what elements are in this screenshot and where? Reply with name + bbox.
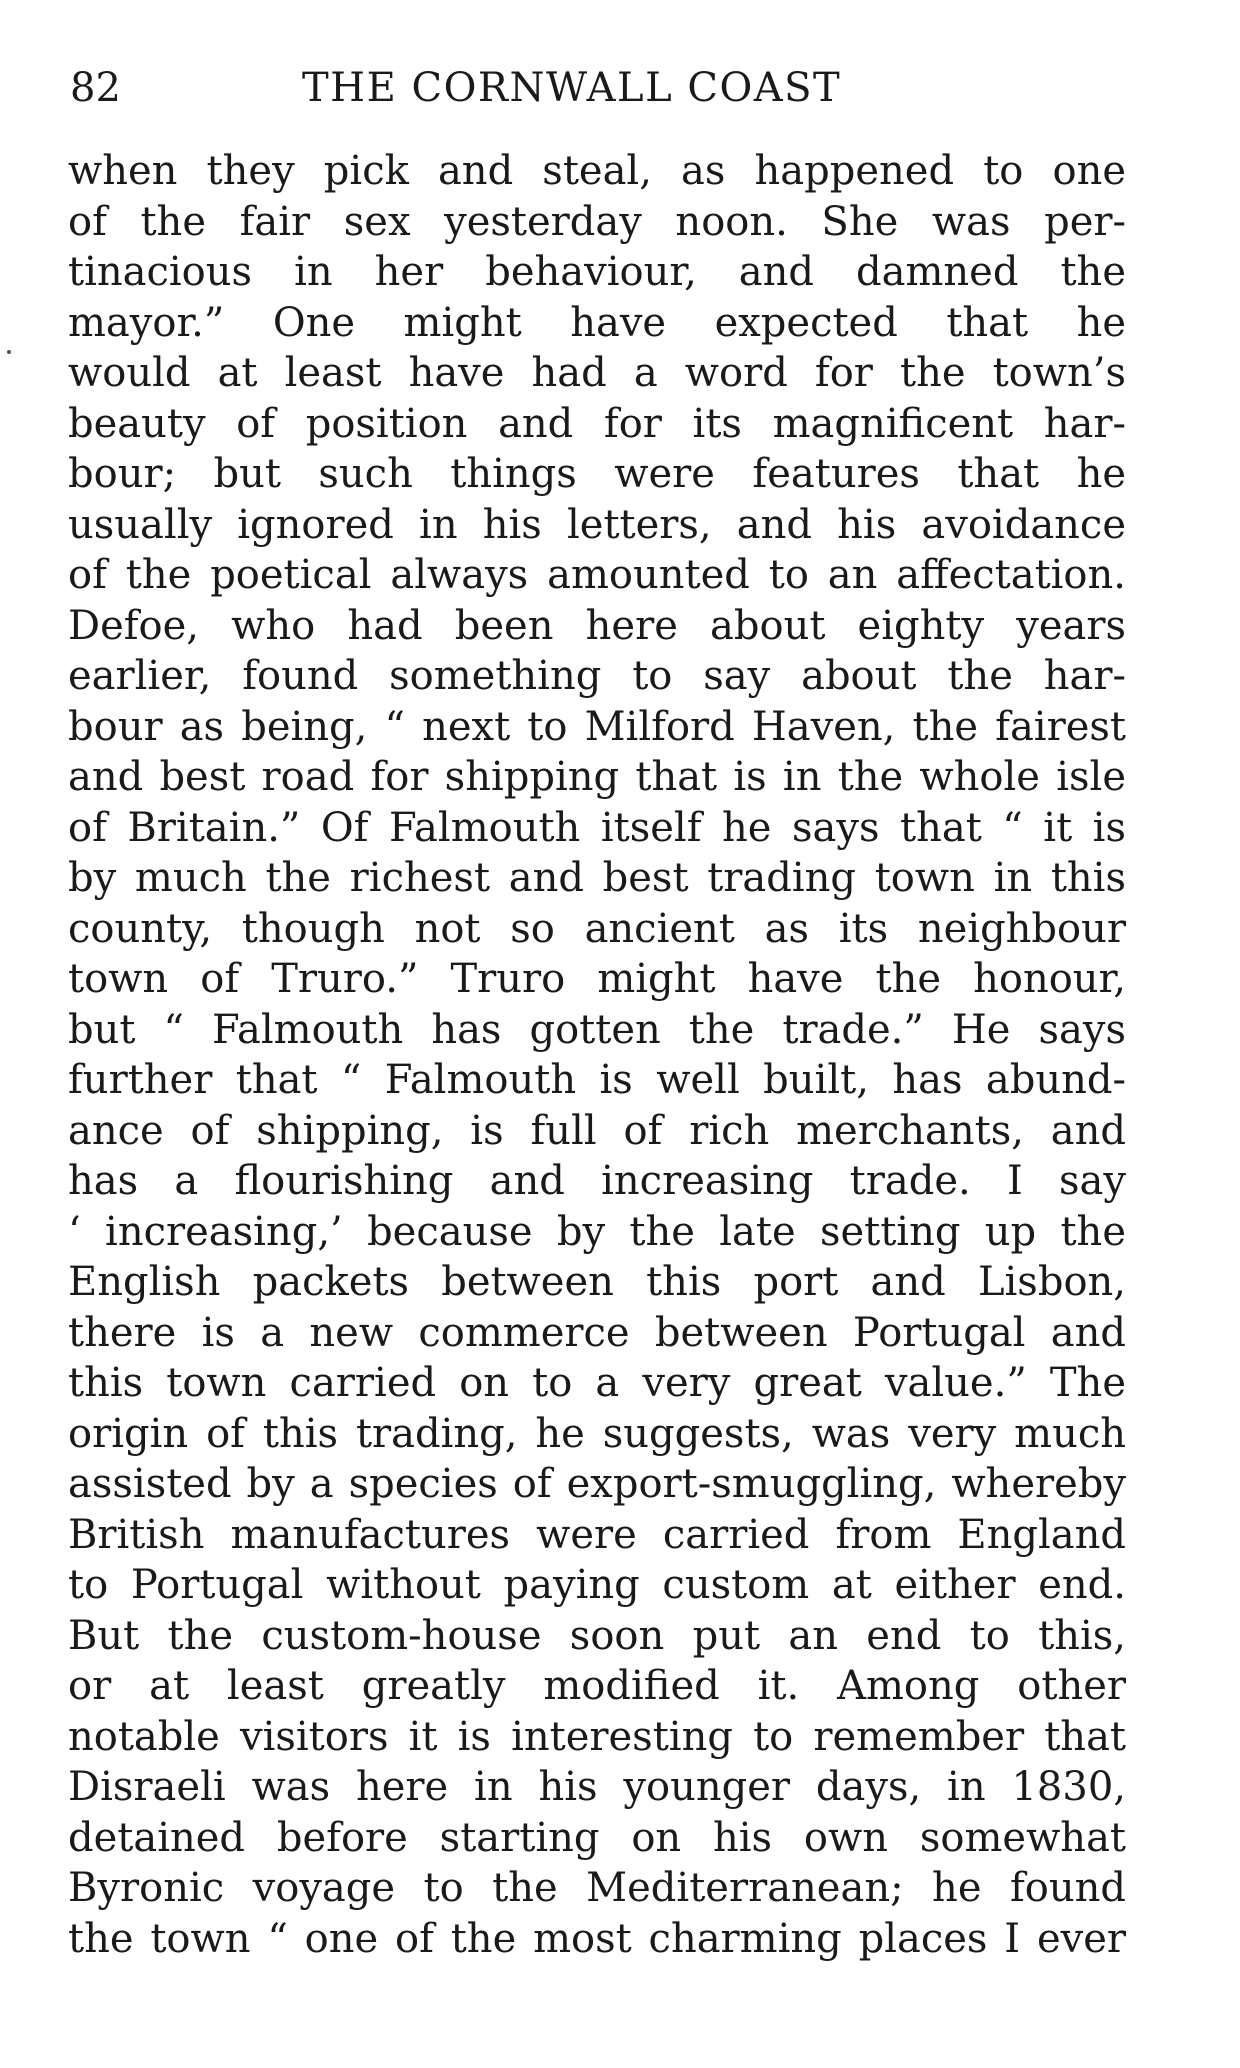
text-line: bour; but such things were features that he xyxy=(68,451,1126,497)
text-line: by much the richest and best trading town in this xyxy=(68,855,1126,901)
text-line: the town “ one of the most charming places I ever xyxy=(68,1915,1126,1962)
body-text xyxy=(68,146,1126,1964)
text-line: or at least greatly modified it. Among other xyxy=(68,1663,1126,1709)
text-line: Byronic voyage to the Mediterranean; he found xyxy=(68,1865,1126,1911)
text-line: origin of this trading, he suggests, was very much xyxy=(68,1410,1126,1457)
text-line: bour as being, “ next to Milford Haven, the fairest xyxy=(68,703,1126,750)
text-line: Defoe, who had been here about eighty years xyxy=(68,602,1126,649)
text-line: mayor.” One might have expected that he xyxy=(68,299,1126,346)
text-line: of Britain.” Of Falmouth itself he says that “ it is xyxy=(68,804,1126,851)
text-line: of the fair sex yesterday noon. She was per- xyxy=(68,198,1126,245)
text-line: further that “ Falmouth is well built, has abund- xyxy=(68,1057,1126,1103)
text-line: detained before starting on his own somewhat xyxy=(68,1814,1126,1861)
text-line: ‘ increasing,’ because by the late setting up the xyxy=(68,1208,1126,1255)
page-number: 82 xyxy=(70,65,121,111)
text-line: when they pick and steal, as happened to one xyxy=(68,148,1126,194)
text-line: usually ignored in his letters, and his avoidance xyxy=(68,501,1126,548)
text-line: this town carried on to a very great value.” The xyxy=(68,1360,1126,1406)
text-line: and best road for shipping that is in the whole isle xyxy=(68,754,1126,800)
text-line: of the poetical always amounted to an affectation. xyxy=(68,552,1126,598)
text-line: Disraeli was here in his younger days, in 1830, xyxy=(68,1764,1126,1810)
text-line: town of Truro.” Truro might have the honour, xyxy=(68,956,1126,1002)
text-line: ance of shipping, is full of rich merchants, and xyxy=(68,1107,1126,1154)
text-line: tinacious in her behaviour, and damned the xyxy=(68,249,1126,295)
text-line: there is a new commerce between Portugal and xyxy=(68,1309,1126,1356)
text-line: But the custom-house soon put an end to this, xyxy=(68,1612,1126,1659)
text-line: county, though not so ancient as its neighbour xyxy=(68,905,1126,952)
text-line: assisted by a species of export-smuggling, whereby xyxy=(68,1461,1126,1507)
text-line: English packets between this port and Lisbon, xyxy=(68,1259,1126,1305)
text-line: earlier, found something to say about the har- xyxy=(68,653,1126,699)
running-title: THE CORNWALL COAST xyxy=(302,65,842,111)
text-line: notable visitors it is interesting to remember that xyxy=(68,1713,1126,1760)
text-line: to Portugal without paying custom at either end. xyxy=(68,1562,1126,1608)
text-line: beauty of position and for its magnificent har- xyxy=(68,400,1126,447)
text-line: has a flourishing and increasing trade. I say xyxy=(68,1158,1126,1204)
page-header xyxy=(70,58,1125,118)
text-line: British manufactures were carried from England xyxy=(68,1511,1126,1558)
text-line: but “ Falmouth has gotten the trade.” He says xyxy=(68,1006,1126,1053)
stray-ink-dot xyxy=(7,350,11,354)
text-line: would at least have had a word for the town’s xyxy=(68,350,1126,396)
